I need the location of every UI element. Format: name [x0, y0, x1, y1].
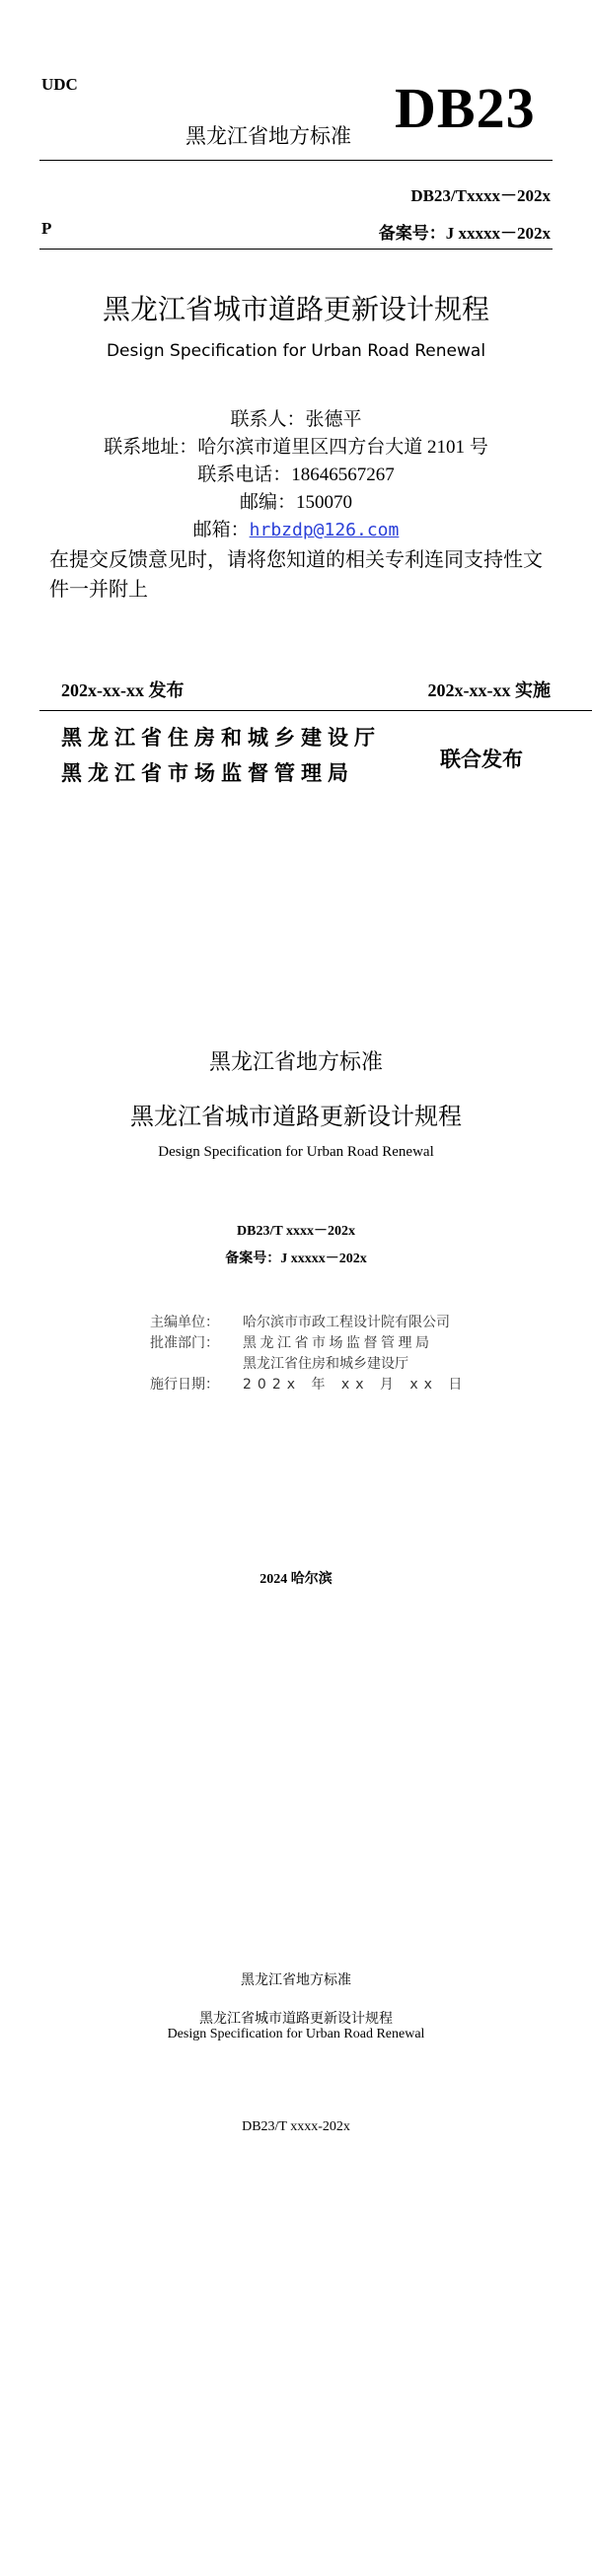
title-page-record-number: 备案号：J xxxxx－202x: [225, 1252, 367, 1266]
title-page-title-cn: 黑龙江省城市道路更新设计规程: [130, 1105, 462, 1130]
issue-date: 202x-xx-xx 发布: [61, 680, 185, 700]
issue-divider: [39, 710, 592, 711]
place-year: 2024 哈尔滨: [259, 1572, 333, 1587]
email-label: 邮箱：: [192, 520, 250, 540]
editor-label: 主编单位：: [150, 1315, 219, 1330]
impl-value: 202x 年 xx 月 xx 日: [243, 1377, 469, 1393]
code-big: DB23: [395, 76, 536, 140]
issuer-1: 黑龙江省住房和城乡建设厅: [61, 726, 381, 750]
title-page-title-en: Design Specification for Urban Road Renewal: [158, 1144, 434, 1160]
udc-label: UDC: [41, 75, 78, 94]
title-page-std-number: DB23/T xxxx－202x: [237, 1224, 355, 1239]
feedback-note: 在提交反馈意见时，请将您知道的相关专利连同支持性文件一并附上: [49, 547, 543, 601]
approver-value-1: 黑龙江省市场监督管理局: [243, 1335, 433, 1351]
meta-divider: [39, 249, 553, 250]
cover-title-cn: 黑龙江省城市道路更新设计规程: [102, 295, 489, 325]
implement-date: 202x-xx-xx 实施: [427, 680, 551, 700]
third-page-title-en: Design Specification for Urban Road Renewal: [167, 2027, 425, 2041]
postcode: 邮编：150070: [239, 492, 352, 513]
email-line: [0, 515, 592, 541]
cover-title-en: Design Specification for Urban Road Renewal: [106, 341, 486, 361]
approver-value-2: 黑龙江省住房和城乡建设厅: [243, 1356, 408, 1372]
joint-issue: 联合发布: [440, 748, 523, 771]
title-page-standard-type: 黑龙江省地方标准: [208, 1050, 383, 1075]
header-divider: [39, 160, 553, 161]
contact-address: 联系地址：哈尔滨市道里区四方台大道 2101 号: [104, 437, 488, 458]
third-page-title-cn: 黑龙江省城市道路更新设计规程: [199, 2011, 393, 2027]
issuer-2: 黑龙江省市场监督管理局: [61, 761, 354, 785]
category-label: P: [41, 219, 52, 238]
approver-label: 批准部门：: [150, 1335, 219, 1351]
contact-person: 联系人：张德平: [230, 409, 362, 430]
impl-label: 施行日期：: [150, 1377, 219, 1393]
editor-value: 哈尔滨市市政工程设计院有限公司: [243, 1315, 450, 1330]
record-number: 备案号：J xxxxx－202x: [378, 224, 551, 243]
standard-number: DB23/Txxxx－202x: [410, 186, 551, 205]
third-page-std-number: DB23/T xxxx-202x: [242, 2119, 350, 2134]
standard-type-header: 黑龙江省地方标准: [185, 124, 351, 148]
third-page-standard-type: 黑龙江省地方标准: [241, 1972, 351, 1988]
email-link[interactable]: hrbzdp@126.com: [249, 520, 400, 540]
contact-phone: 联系电话：18646567267: [197, 465, 395, 485]
